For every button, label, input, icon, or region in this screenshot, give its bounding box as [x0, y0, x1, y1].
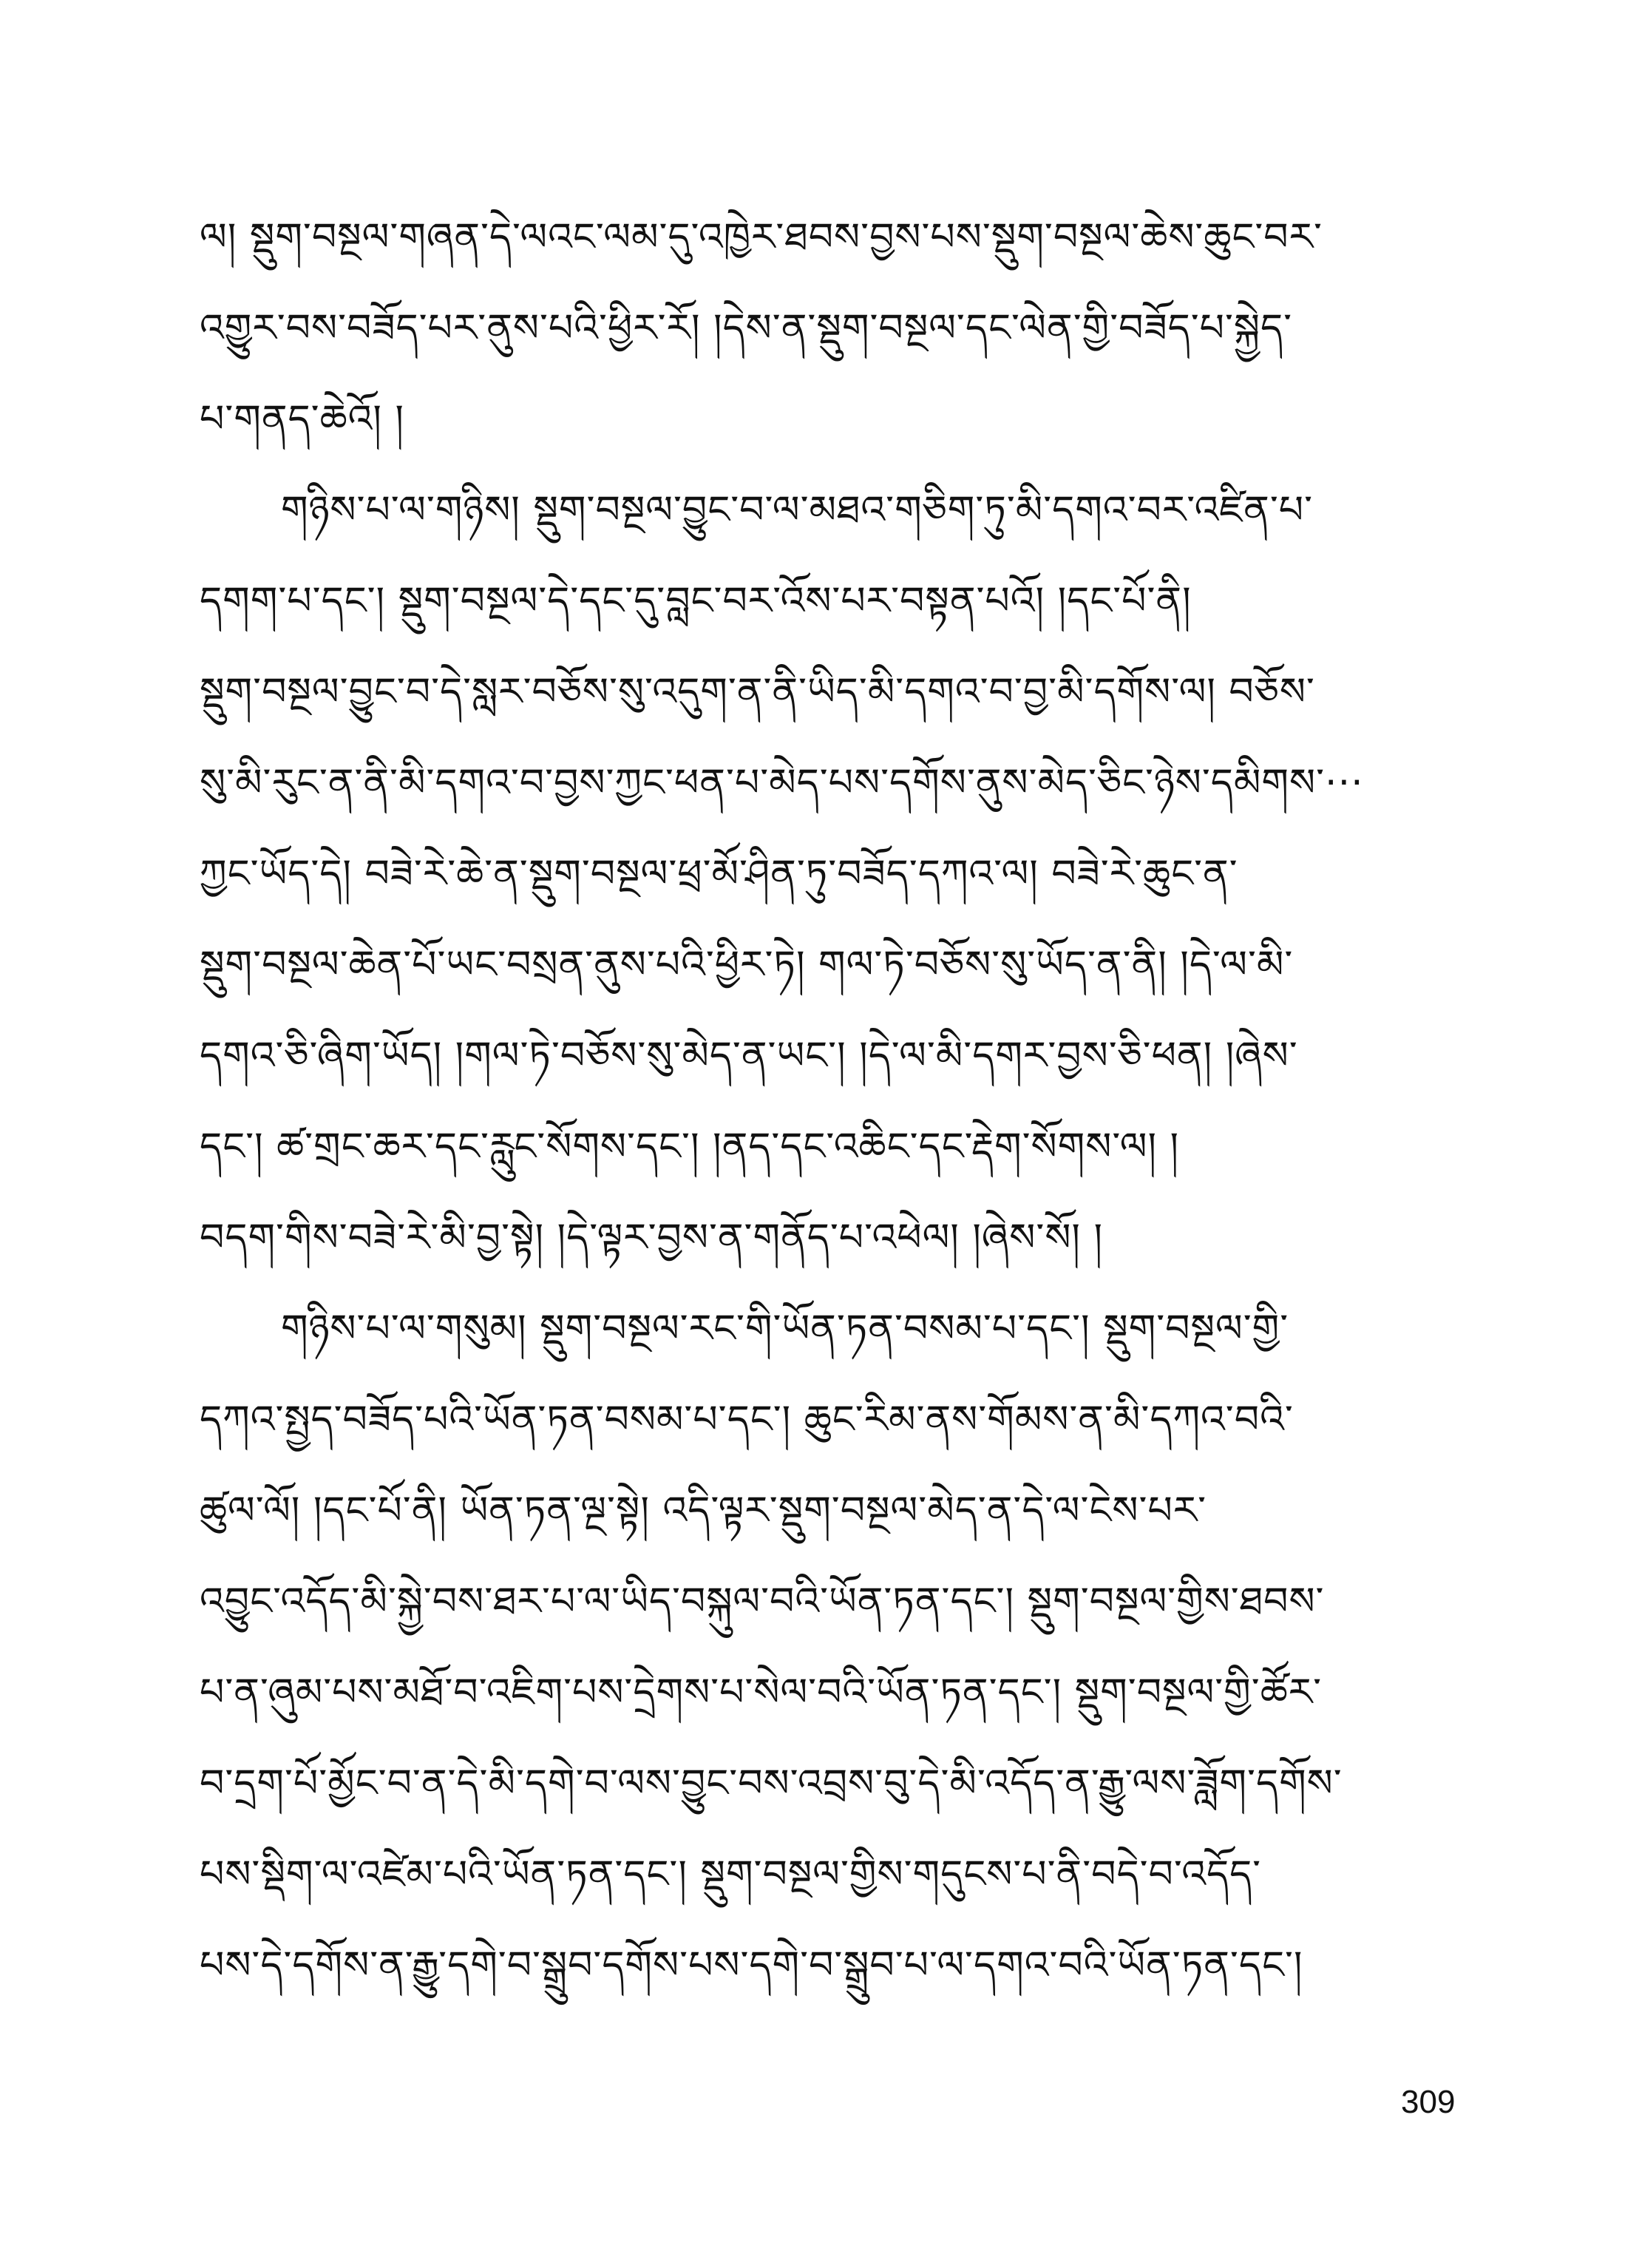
text-line: ཚུལ་ལོ། །དང་པོ་ནི། ཡོན་ཏན་ལྔ་སྟེ། འདི་ལྟར་སྡུག་བསྔལ་མེད་ན་དེ་ལ་ངེས་པར་ [200, 1489, 1207, 1533]
text-line: ཀྱང་ཡོད་དེ། བཟེ་རེ་ཆེ་ན་སྡུག་བསྔལ་ཕྲ་མོ་ཤིན་ཏུ་བཟོད་དཀའ་ལ། བཟེ་རེ་ཆུང་ན་ [200, 852, 1238, 896]
text-line: སུ་མི་རུང་ན་ནི་མི་དགའ་བ་བྱས་ཀྱང་ཕན་པ་མེད་པས་དགོས་ནུས་མེད་ཅིང་ཉེས་དམིགས་··· [200, 761, 1364, 805]
text-line: པ་ན་ཞུམ་པས་མཐོ་བ་འཇིག་པས་དྲེགས་པ་སེལ་བའི་ཡོན་ཏན་དང་། སྡུག་བསྔལ་གྱི་ཚོར་ [200, 1670, 1323, 1715]
text-line: དཀའ་སྤྱད་བཟོད་པའི་ཡོན་ཏན་བསམ་པ་དང་། ཆུང་རིམ་ནས་གོམས་ན་མི་དཀའ་བའི་ [200, 1398, 1294, 1442]
text-line: འགྱུར་བས་བཟོད་པར་ནུས་པའི་ཕྱིར་རོ། །དེས་ན་སྡུག་བསྔལ་དང་ལེན་གྱི་བཟོད་པ་སྐྱེད་ [200, 306, 1293, 351]
text-line: ལ། སྡུག་བསྔལ་གཞན་དེ་ལའང་ལམ་དུ་འཁྱེར་ཐབས་བྱས་པས་སྡུག་བསྔལ་ཆེས་ཆུང་བར་ [200, 215, 1323, 260]
text-line: པས་སྡིག་ལ་འཛེམ་པའི་ཡོན་ཏན་དང་། སྡུག་བསྔལ་གྱིས་གདུངས་པ་ནི་བདེ་བ་འདོད་ [200, 1852, 1262, 1897]
text-line: བདག་གིས་བཟེ་རེ་མི་བྱ་སྟེ། །དེ་ལྟར་བྱས་ན་གནོད་པ་འཕེལ། །ཞེས་སོ། ། [200, 1216, 1104, 1260]
page-number: 309 [1401, 2084, 1456, 2120]
text-line: དགའ་ཅི་ཞིག་ཡོད། །གལ་ཏེ་བཅོས་སུ་མེད་ན་ཡང་། །དེ་ལ་མི་དགར་བྱས་ཅི་ཕན། །ཞེས་ [200, 1034, 1298, 1078]
body-text [200, 192, 1456, 2011]
text-line: འབྱུང་འདོད་མི་སྐྱེ་བས་ཐར་པ་ལ་ཡིད་བསྐུལ་བའི་ཡོན་ཏན་དང་། སྡུག་བསྔལ་གྱིས་ཐབས་ [200, 1580, 1325, 1624]
text-line: པ་གནད་ཆེའོ། ། [200, 397, 404, 441]
text-line: དགག་པ་དང་། སྡུག་བསྔལ་དེ་དང་དུ་བླང་བར་འོས་པར་བསྟན་པའོ། །དང་པོ་ནི། [200, 579, 1192, 623]
text-line: གཉིས་པ་ལ་གསུམ། སྡུག་བསྔལ་རང་གི་ཡོན་ཏན་བསམ་པ་དང་། སྡུག་བསྔལ་གྱི་ [281, 1307, 1289, 1351]
text-line: དང་། ཚ་གྲང་ཆར་དང་རླུང་སོགས་དང་། །ནད་དང་འཆིང་དང་རྡེག་སོགས་ལ། ། [200, 1125, 1180, 1169]
text-line: གཉིས་པ་ལ་གཉིས། སྡུག་བསྔལ་བྱུང་བ་ལ་མཐའ་གཅིག་ཏུ་མི་དགའ་བར་འཛིན་པ་ [281, 488, 1313, 532]
text-line: སྡུག་བསྔལ་བྱུང་བ་དེ་སླར་བཅོས་སུ་འདུག་ན་ནི་ཡིད་མི་དགའ་བ་བྱ་མི་དགོས་ལ། བཅོས་ [200, 670, 1315, 714]
text-line: པས་དེ་དགོས་ན་རྒྱུ་དགེ་བ་སྒྲུབ་དགོས་པས་དགེ་བ་སྒྲུབ་པ་ལ་དགའ་བའི་ཡོན་ཏན་དང་། [200, 1943, 1303, 1988]
text-line: སྡུག་བསྔལ་ཆེན་པོ་ཡང་བསྲན་ནུས་པའི་ཕྱིར་ཏེ། གལ་ཏེ་བཅོས་སུ་ཡོད་ན་ནི། །དེ་ལ་མི་ [200, 943, 1294, 987]
text-line: བ་དྲག་པོ་མྱོང་བ་ན་དེ་མི་དགེ་བ་ལས་བྱུང་བས་འབྲས་བུ་དེ་མི་འདོད་ན་རྒྱུ་ལས་ཟློག་དགོས་ [200, 1761, 1343, 1806]
